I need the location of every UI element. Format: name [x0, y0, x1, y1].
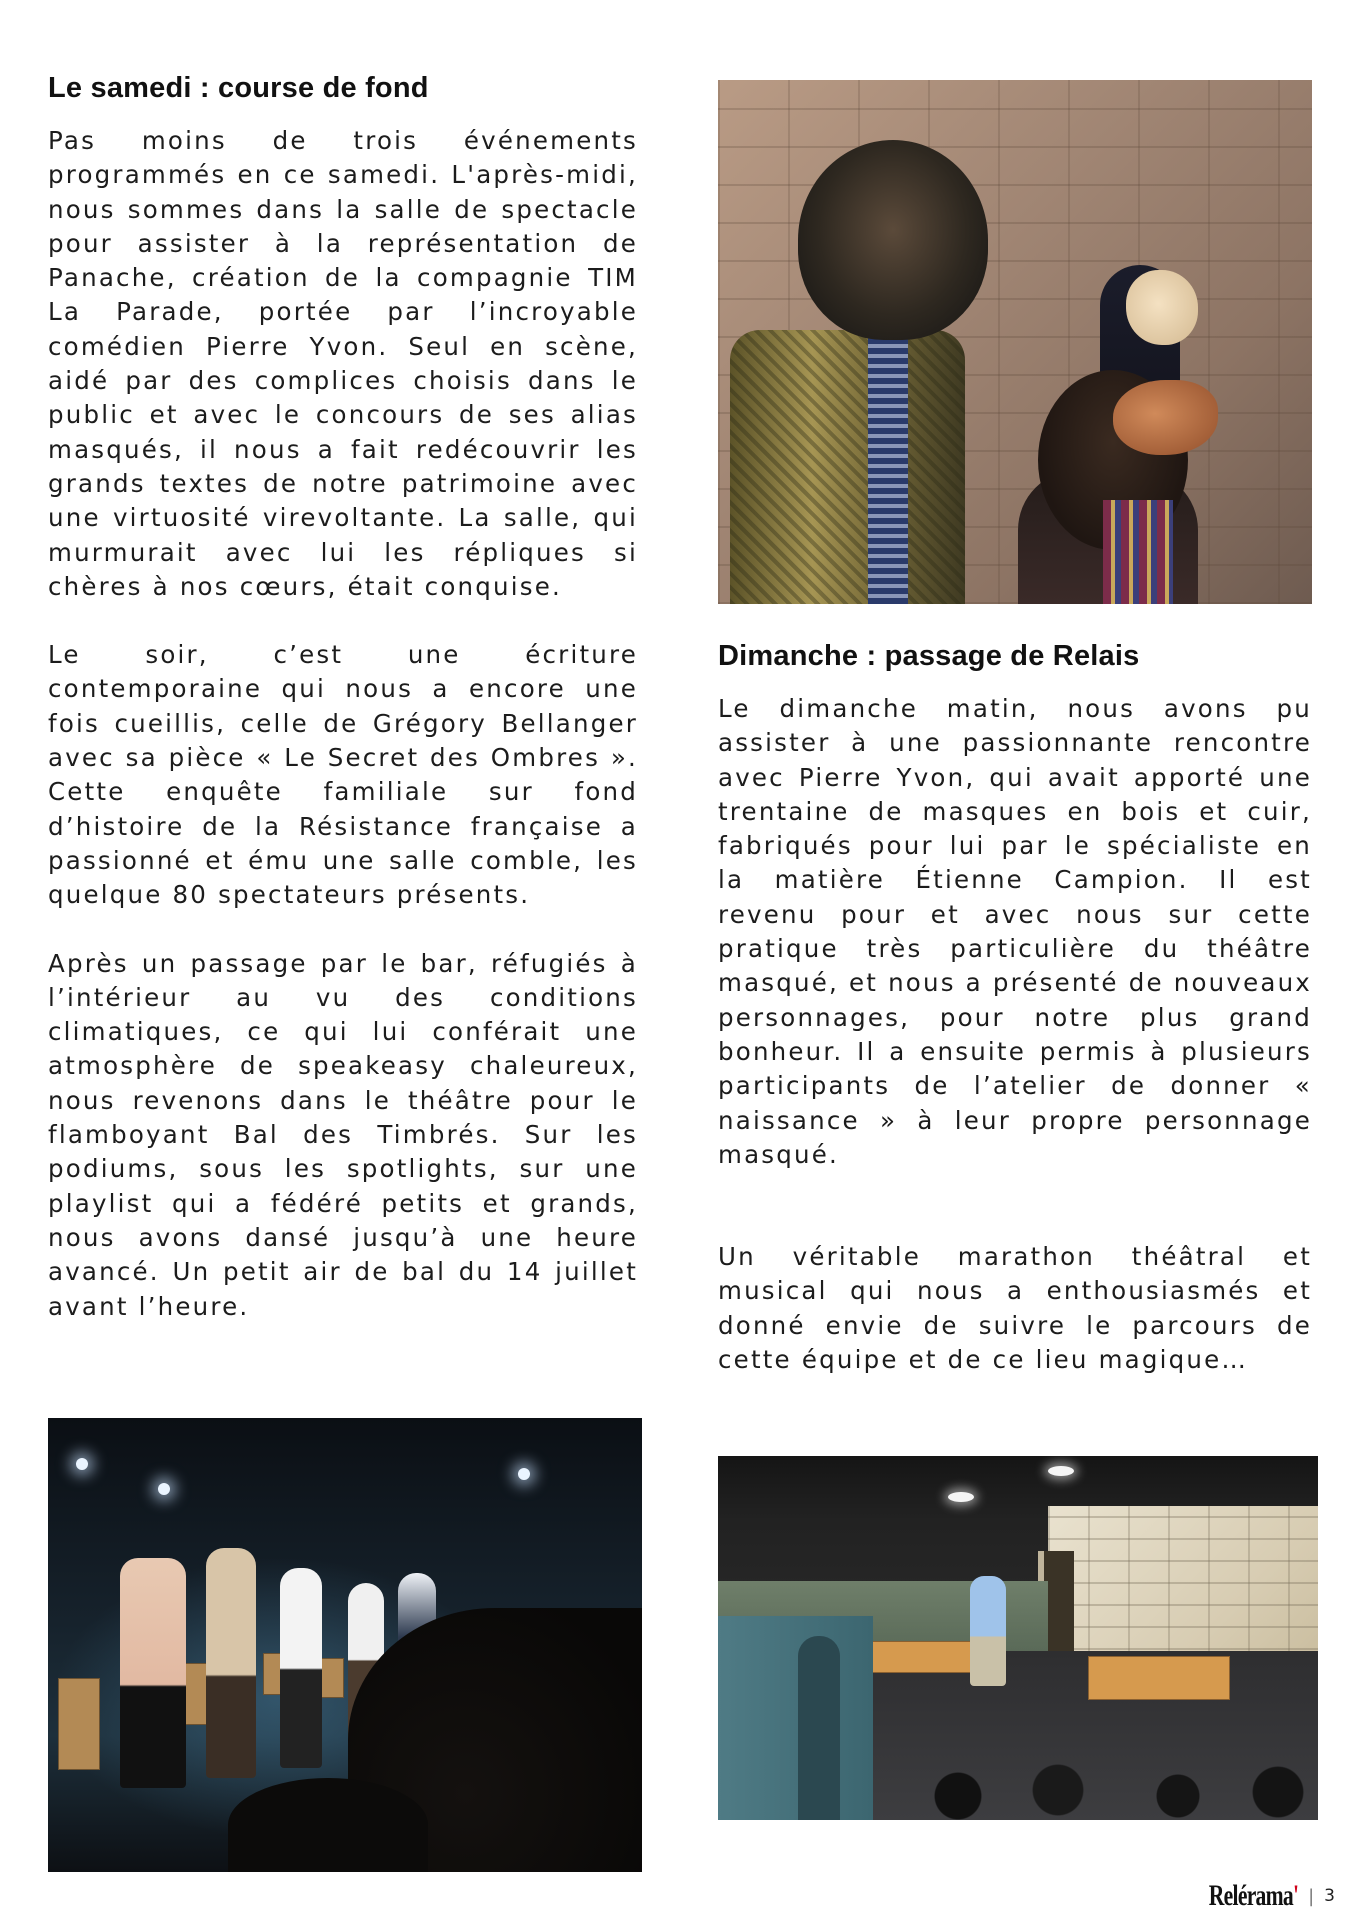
actor — [206, 1548, 256, 1778]
bench — [858, 1641, 980, 1673]
section-heading-dimanche: Dimanche : passage de Relais — [718, 640, 1140, 672]
actor — [280, 1568, 322, 1768]
orange-mask — [1113, 380, 1218, 455]
left-column — [48, 72, 638, 1324]
bench — [1088, 1656, 1230, 1700]
section-heading-samedi: Le samedi : course de fond — [48, 72, 429, 104]
stage-light — [76, 1458, 88, 1470]
footer-separator: | — [1308, 1885, 1315, 1907]
right-column — [718, 640, 1312, 1377]
railing — [718, 1616, 873, 1820]
presenter — [970, 1576, 1006, 1686]
logo-text: Relérama — [1208, 1879, 1293, 1912]
paragraph-dimanche-1: Le dimanche matin, nous avons pu assister à une passionnante rencontre avec Pierre Yvon, qui avait apporté une trentaine de masques en bois et cuir, fabriqués pour lui par le spécialiste en la matière Étienne Campion. Il est revenu pour et avec nous sur cette pratique très particulière du théâtre masqué, et nous a présenté de nouveaux personnages, pour notre plus grand bonheur. Il a ensuite permis à plusieurs participants de l’atelier de donner « naissance » à leur propre personnage masqué. — [718, 694, 1312, 1169]
ceiling-lamp — [948, 1492, 974, 1502]
plaid-cloth — [1103, 500, 1173, 604]
actor — [120, 1558, 186, 1788]
stage-box — [58, 1678, 100, 1770]
costume-figure — [730, 330, 965, 604]
page-footer — [1174, 1876, 1335, 1916]
ceiling-lamp — [1048, 1466, 1074, 1476]
logo-mark: ' — [1292, 1879, 1299, 1912]
audience — [228, 1778, 428, 1872]
newel-post — [798, 1636, 840, 1820]
paragraph-dimanche-2: Un véritable marathon théâtral et musical qui nous a enthousiasmés et donné envie de suivre le parcours de cette équipe et de ce lieu magique… — [718, 1242, 1312, 1375]
stage-photo — [48, 1418, 642, 1872]
white-mask — [1126, 270, 1198, 345]
stage-light — [518, 1468, 530, 1480]
scarf — [868, 320, 908, 604]
paragraph-samedi-1: Pas moins de trois événements programmés en ce samedi. L'après-midi, nous sommes dans la salle de spectacle pour assister à la représentation de Panache, création de la compagnie TIM La Parade, portée par l’incroyable comédien Pierre Yvon. Seul en scène, aidé par des complices choisis dans le public et avec le concours de ses alias masqués, il nous a fait redécouvrir les grands textes de notre patrimoine avec une virtuosité virevoltante. La salle, qui murmurait avec lui les répliques si chères à nos cœurs, était conquise. — [48, 126, 638, 601]
masks-photo — [718, 80, 1312, 604]
paragraph-samedi-3: Après un passage par le bar, réfugiés à l’intérieur au vu des conditions climatiques, ce qui lui conférait une atmosphère de speakeasy chaleureux, nous revenons dans le théâtre pour le flamboyant Bal des Timbrés. Sur les podiums, sous les spotlights, sur une playlist qui a fédéré petits et grands, nous avons dansé jusqu’à une heure avancé. Un petit air de bal du 14 juillet avant l’heure. — [48, 948, 638, 1321]
paragraph-samedi-2: Le soir, c’est une écriture contemporaine qui nous a encore une fois cueillis, celle de Grégory Bellanger avec sa pièce « Le Secret des Ombres ». Cette enquête familiale sur fond d’histoire de la Résistance française a passionné et ému une salle comble, les quelque 80 spectateurs présents. — [48, 640, 638, 910]
publication-logo — [1209, 1879, 1298, 1913]
audience — [918, 1756, 1318, 1820]
page-number: 3 — [1324, 1886, 1335, 1906]
stage-light — [158, 1483, 170, 1495]
workshop-room-photo — [718, 1456, 1318, 1820]
dark-mask — [798, 140, 988, 340]
